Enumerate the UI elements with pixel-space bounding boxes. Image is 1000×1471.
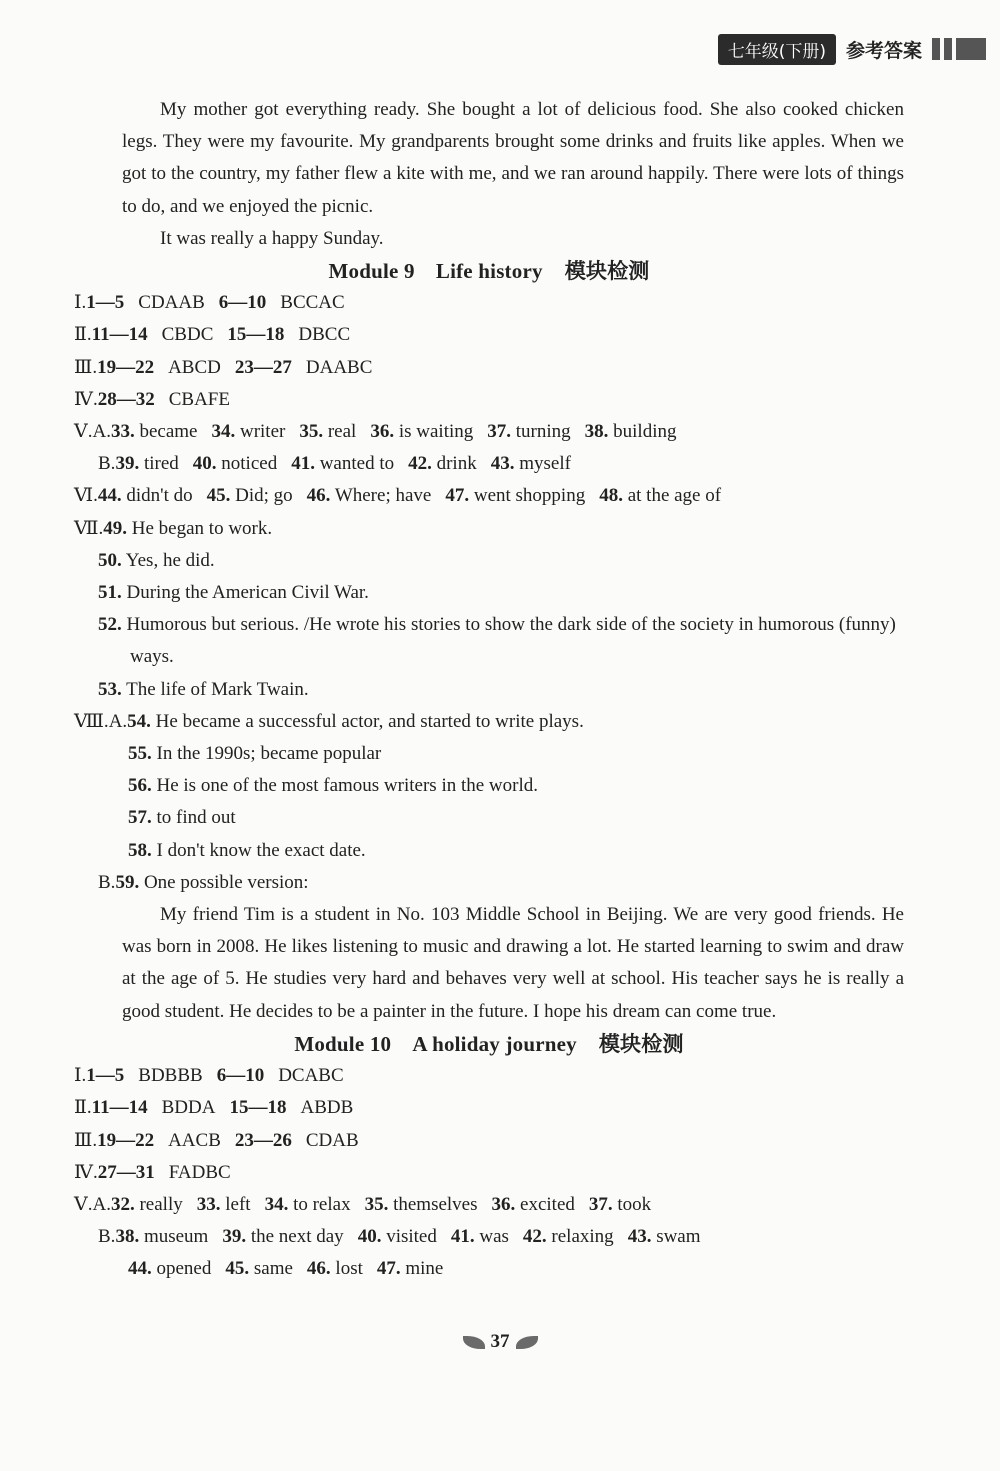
item-number: 32. <box>110 1193 135 1215</box>
item-answer: to find out <box>156 807 236 829</box>
module-title-text: Module 10 A holiday journey <box>294 1031 577 1056</box>
item-answer: Yes, he did. <box>125 549 215 571</box>
section-label: Ⅴ. <box>74 421 93 443</box>
section-label: Ⅳ. <box>74 388 98 410</box>
item-answer: themselves <box>393 1193 478 1215</box>
item-number: 33. <box>196 1193 221 1215</box>
answers: CBDC <box>161 324 214 346</box>
item-number: 47. <box>445 485 470 507</box>
item-number: 34. <box>264 1193 289 1215</box>
item-answer: really <box>139 1193 183 1215</box>
item-answer: He became a successful actor, and started to write plays. <box>155 710 584 732</box>
answer-row <box>74 674 904 706</box>
item-answer: writer <box>239 421 286 443</box>
item-answer: didn't do <box>126 485 193 507</box>
grade-label: 七年级(下册) <box>718 34 836 65</box>
item-number: 54. <box>127 710 151 732</box>
part-label: A. <box>92 1193 111 1215</box>
part-label: B. <box>98 871 116 893</box>
section-label: Ⅰ. <box>74 292 87 314</box>
item-number: 50. <box>98 549 122 571</box>
answers: FADBC <box>168 1161 231 1183</box>
section-label: Ⅱ. <box>74 1097 92 1119</box>
item-answer: was <box>479 1226 509 1248</box>
item-answer: noticed <box>221 453 278 475</box>
module-title-cn: 模块检测 <box>598 1031 684 1056</box>
item-number: 40. <box>357 1226 382 1248</box>
item-answer: The life of Mark Twain. <box>126 678 309 700</box>
section-label: Ⅳ. <box>74 1161 98 1183</box>
item-answer: to relax <box>293 1193 351 1215</box>
item-answer: One possible version: <box>143 871 309 893</box>
answer-row <box>74 738 904 770</box>
item-number: 36. <box>370 421 395 443</box>
answer-row <box>74 609 904 673</box>
answer-row <box>74 577 904 609</box>
answer-row <box>74 1253 904 1285</box>
item-answer: Where; have <box>334 485 432 507</box>
intro-paragraph: My mother got everything ready. She bought a lot of delicious food. She also cooked chicken legs. They were my favourite. My grandparents brought some drinks and fruits like apples. When we got to the country, my father flew a kite with me, and we ran around happily. There were lots of things to do, and we enjoyed the picnic. <box>122 99 904 217</box>
item-answer: Did; go <box>235 485 293 507</box>
item-number: 38. <box>115 1226 140 1248</box>
section-label: Ⅲ. <box>74 356 98 378</box>
item-number: 45. <box>225 1258 250 1280</box>
answer-row <box>74 448 904 480</box>
item-number: 37. <box>487 421 512 443</box>
answers: DBCC <box>298 324 351 346</box>
item-number: 37. <box>588 1193 613 1215</box>
item-answer: tired <box>143 453 179 475</box>
answer-row <box>74 1221 904 1253</box>
item-number: 49. <box>103 517 128 539</box>
item-number: 43. <box>490 453 515 475</box>
answer-row <box>74 416 904 448</box>
item-number: 46. <box>306 1258 331 1280</box>
item-number: 53. <box>98 678 122 700</box>
item-number: 57. <box>128 807 152 829</box>
answer-row <box>74 706 904 738</box>
item-answer: During the American Civil War. <box>126 582 369 604</box>
answer-row <box>74 287 904 319</box>
range-label: 23—27 <box>234 356 292 378</box>
item-number: 42. <box>408 453 432 475</box>
item-number: 33. <box>110 421 135 443</box>
item-answer: swam <box>656 1226 701 1248</box>
item-answer: is waiting <box>398 421 474 443</box>
range-label: 1—5 <box>86 292 125 314</box>
answer-row <box>74 545 904 577</box>
item-answer: mine <box>405 1258 444 1280</box>
item-answer: became <box>139 421 198 443</box>
answer-row <box>74 1189 904 1221</box>
item-number: 59. <box>115 871 140 893</box>
leaf-icon <box>463 1336 485 1349</box>
intro-paragraph-2: It was really a happy Sunday. <box>160 227 384 249</box>
answer-row <box>74 867 904 899</box>
sample-essay: My friend Tim is a student in No. 103 Middle School in Beijing. We are very good friends. He was born in 2008. He likes listening to music and drawing a lot. He started learning to swim and draw at the age of 5. He studies very hard and behaves very well at school. His teacher says he is really a good student. He decides to be a painter in the future. I hope his dream can come true. <box>122 904 904 1022</box>
item-number: 39. <box>222 1226 247 1248</box>
answer-row <box>74 352 904 384</box>
section-label: Ⅵ. <box>74 485 98 507</box>
answer-row <box>74 1157 904 1189</box>
answer-row <box>74 513 904 545</box>
module-10-title <box>74 1028 904 1060</box>
item-number: 41. <box>291 453 315 475</box>
item-number: 58. <box>128 839 152 861</box>
item-answer: He is one of the most famous writers in the world. <box>156 775 539 797</box>
answer-key-label: 参考答案 <box>845 39 922 62</box>
item-number: 35. <box>364 1193 389 1215</box>
answers: BCCAC <box>280 292 345 314</box>
section-label: Ⅶ. <box>74 517 104 539</box>
answer-row <box>74 384 904 416</box>
item-answer: Humorous but serious. /He wrote his stories to show the dark side of the society in humorous (funny) ways. <box>126 614 896 668</box>
leaf-icon <box>516 1336 538 1349</box>
range-label: 15—18 <box>227 324 285 346</box>
item-answer: real <box>327 421 357 443</box>
answers: BDBBB <box>138 1065 203 1087</box>
item-answer: I don't know the exact date. <box>156 839 366 861</box>
range-label: 28—32 <box>97 388 155 410</box>
answers: AACB <box>168 1129 221 1151</box>
item-number: 45. <box>206 485 231 507</box>
part-label: A. <box>108 710 128 732</box>
answers: ABDB <box>300 1097 354 1119</box>
item-number: 38. <box>584 421 609 443</box>
section-label: Ⅱ. <box>74 324 92 346</box>
item-answer: drink <box>436 453 477 475</box>
range-label: 19—22 <box>97 1129 155 1151</box>
range-label: 6—10 <box>218 292 267 314</box>
answer-row <box>74 1092 904 1124</box>
item-answer: lost <box>335 1258 363 1280</box>
item-answer: excited <box>520 1193 575 1215</box>
item-answer: wanted to <box>319 453 395 475</box>
page-footer <box>0 1331 1000 1353</box>
item-number: 52. <box>98 614 122 636</box>
page-header <box>718 34 986 64</box>
range-label: 23—26 <box>234 1129 292 1151</box>
module-9-title <box>74 255 904 287</box>
item-number: 55. <box>128 743 152 765</box>
item-answer: myself <box>519 453 571 475</box>
answer-row <box>74 319 904 351</box>
item-number: 43. <box>627 1226 652 1248</box>
answers: BDDA <box>161 1097 216 1119</box>
item-number: 41. <box>450 1226 475 1248</box>
item-answer: relaxing <box>551 1226 614 1248</box>
item-number: 44. <box>97 485 122 507</box>
section-label: Ⅷ. <box>74 710 109 732</box>
part-label: A. <box>92 421 111 443</box>
answers: DAABC <box>305 356 373 378</box>
item-answer: opened <box>156 1258 212 1280</box>
item-number: 42. <box>522 1226 547 1248</box>
range-label: 19—22 <box>97 356 155 378</box>
item-number: 56. <box>128 775 152 797</box>
answer-row <box>74 1125 904 1157</box>
item-number: 39. <box>115 453 140 475</box>
section-label: Ⅴ. <box>74 1193 93 1215</box>
answers: CDAB <box>305 1129 359 1151</box>
range-label: 11—14 <box>91 324 148 346</box>
item-number: 40. <box>192 453 217 475</box>
item-answer: building <box>613 421 677 443</box>
answer-row <box>74 480 904 512</box>
part-label: B. <box>98 1226 116 1248</box>
answer-row <box>74 770 904 802</box>
range-label: 27—31 <box>97 1161 155 1183</box>
section-label: Ⅲ. <box>74 1129 98 1151</box>
item-answer: museum <box>143 1226 209 1248</box>
item-number: 35. <box>299 421 324 443</box>
part-label: B. <box>98 453 116 475</box>
section-label: Ⅰ. <box>74 1065 87 1087</box>
item-number: 36. <box>491 1193 516 1215</box>
item-answer: visited <box>386 1226 437 1248</box>
item-number: 48. <box>599 485 623 507</box>
item-answer: turning <box>515 421 571 443</box>
answers: ABCD <box>168 356 221 378</box>
answer-row <box>74 1060 904 1092</box>
range-label: 6—10 <box>216 1065 265 1087</box>
item-answer: left <box>225 1193 251 1215</box>
item-number: 34. <box>211 421 236 443</box>
answers: DCABC <box>278 1065 344 1087</box>
answer-row <box>74 835 904 867</box>
item-answer: at the age of <box>627 485 722 507</box>
range-label: 1—5 <box>86 1065 125 1087</box>
item-answer: In the 1990s; became popular <box>156 743 382 765</box>
page-content <box>74 94 904 1286</box>
answers: CBAFE <box>168 388 230 410</box>
answer-row <box>74 802 904 834</box>
item-answer: the next day <box>250 1226 344 1248</box>
module-title-cn: 模块检测 <box>564 259 650 284</box>
header-decoration <box>932 38 986 60</box>
item-answer: He began to work. <box>131 517 273 539</box>
item-answer: went shopping <box>473 485 586 507</box>
item-answer: took <box>617 1193 652 1215</box>
module-title-text: Module 9 Life history <box>328 259 543 284</box>
page-number: 37 <box>490 1331 510 1352</box>
item-number: 46. <box>306 485 331 507</box>
item-answer: same <box>253 1258 293 1280</box>
range-label: 15—18 <box>229 1097 287 1119</box>
answers: CDAAB <box>138 292 205 314</box>
range-label: 11—14 <box>91 1097 148 1119</box>
item-number: 51. <box>98 582 122 604</box>
item-number: 44. <box>128 1258 152 1280</box>
item-number: 47. <box>376 1258 401 1280</box>
